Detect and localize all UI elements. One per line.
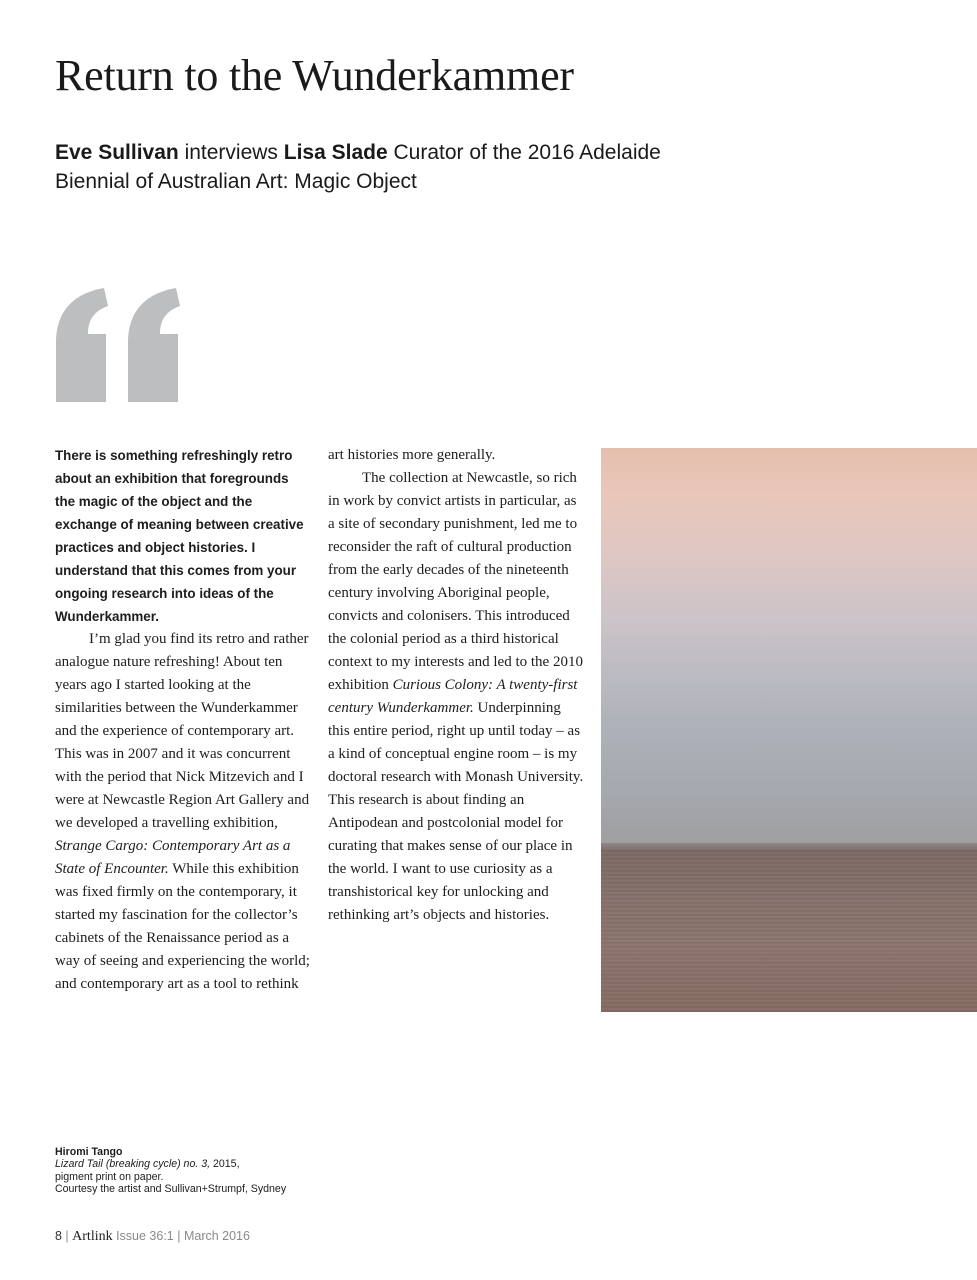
exhibition-title-strange-cargo: Strange Cargo: Contemporary Art as a State of Encounter.: [55, 838, 291, 877]
answer-paragraph-2: [328, 467, 584, 927]
page-footer: [55, 1229, 250, 1245]
caption-year: 2015,: [210, 1158, 240, 1171]
answer2-text-b: Underpinning this entire period, right up until today – as a kind of conceptual engine room – is my doctoral research with Monash University. This research is about finding an Antipodean and postcolonial model for curating that makes sense of our place in the world. I want to use curiosity as a transhistorical key for unlocking and rethinking art’s objects and histories.: [328, 700, 584, 923]
open-quote-icon: [50, 272, 190, 412]
photo-sky: [601, 448, 977, 848]
answer-paragraph-1-continued: art histories more generally.: [328, 447, 496, 463]
image-caption: [55, 1146, 355, 1196]
exhibition-title-curious-colony: Curious Colony: A twenty-first century Wunderkammer.: [328, 677, 578, 716]
caption-artist: Hiromi Tango: [55, 1146, 123, 1158]
magazine-brand: Artlink: [72, 1229, 113, 1244]
photo-ground-texture: [601, 850, 977, 1012]
artwork-photo: [601, 448, 977, 1012]
issue-info: Issue 36:1 | March 2016: [112, 1229, 250, 1243]
subtitle-verb: interviews: [178, 141, 284, 164]
answer1-text-a: I’m glad you find its retro and rather analogue nature refreshing! About ten years ago I started looking at the similarities between the Wunderkammer and the experience of contemporary art. This was in 2007 and it was concurrent with the period that Nick Mitzevich and I were at Newcastle Region Art Gallery and we developed a travelling exhibition,: [55, 631, 310, 831]
caption-credit: Courtesy the artist and Sullivan+Strumpf, Sydney: [55, 1183, 287, 1196]
interview-question: There is something refreshingly retro about an exhibition that foregrounds the magic of the object and the exchange of meaning between creative practices and object histories. I understand that this comes from your ongoing research into ideas of the Wunderkammer.: [55, 448, 304, 624]
answer2-text-a: The collection at Newcastle, so rich in work by convict artists in particular, as a site of secondary punishment, led me to reconsider the raft of cultural production from the early decades of the nineteenth century involving Aboriginal people, convicts and colonisers. This introduced the colonial period as a third historical context to my interests and led to the 2010 exhibition: [328, 470, 583, 693]
footer-separator: |: [61, 1229, 73, 1243]
article-subtitle: [55, 138, 675, 196]
caption-work-title: Lizard Tail (breaking cycle) no. 3,: [55, 1158, 211, 1171]
caption-medium: pigment print on paper.: [55, 1170, 164, 1183]
quote-glyph: [56, 288, 180, 402]
text-column-1: [55, 444, 311, 996]
answer1-text-b: While this exhibition was fixed firmly on the contemporary, it started my fascination for the collector’s cabinets of the Renaissance period as a way of seeing and experiencing the world; and contemporary art as a tool to rethink: [55, 861, 310, 992]
article-title: Return to the Wunderkammer: [55, 51, 574, 100]
caption-work-line: [55, 1158, 355, 1170]
answer-paragraph-1: [55, 628, 311, 996]
subtitle-rest: Curator of the 2016 Adelaide Biennial of Australian Art: Magic Object: [55, 141, 661, 193]
text-column-2: [328, 444, 584, 927]
page-number: 8: [55, 1229, 62, 1243]
interviewer-name: Eve Sullivan: [55, 141, 179, 164]
interviewee-name: Lisa Slade: [283, 141, 388, 164]
